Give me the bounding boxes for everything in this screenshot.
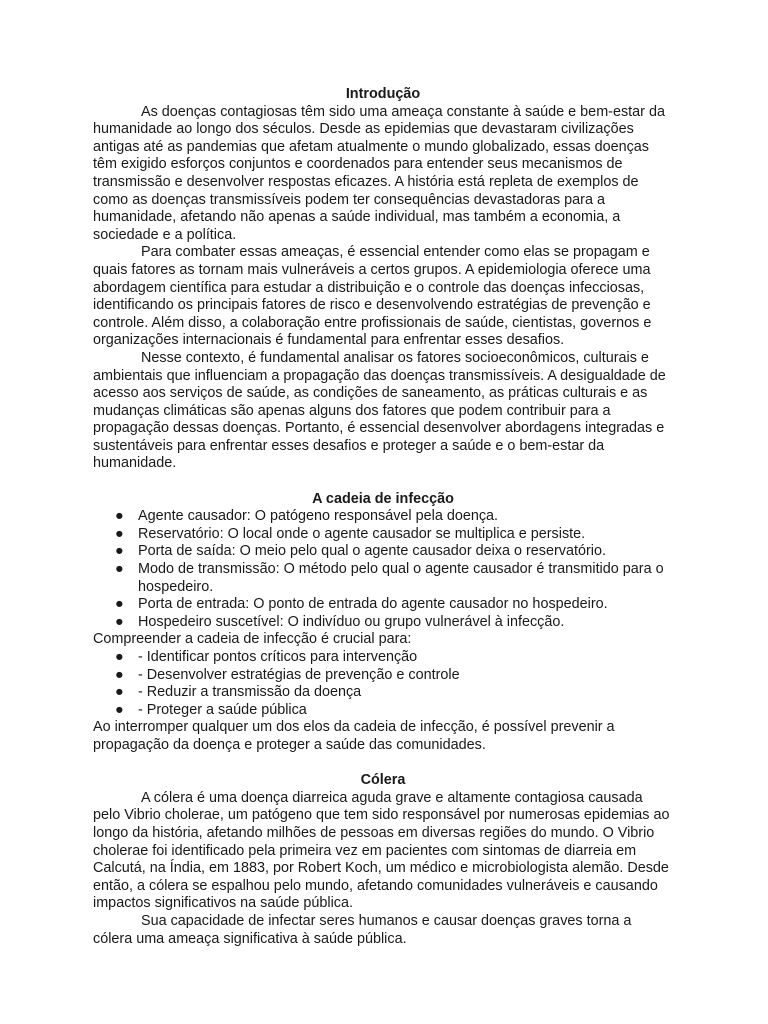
list-item-text: - Desenvolver estratégias de prevenção e controle <box>138 666 460 683</box>
list-item-text: Porta de saída: O meio pelo qual o agente causador deixa o reservatório. <box>138 543 606 560</box>
list-item <box>93 596 673 614</box>
colera-paragraph-2: Sua capacidade de infectar seres humanos e causar doenças graves torna a cólera uma ameaça significativa à saúde pública. <box>93 912 632 947</box>
bullet-icon: ● <box>115 684 124 701</box>
list-item-text: Modo de transmissão: O método pelo qual o agente causador é transmitido para o hospedeiro. <box>138 561 664 595</box>
list-item <box>93 702 673 720</box>
chain-purposes-list <box>93 649 673 719</box>
chain-lead-text: Compreender a cadeia de infecção é crucial para: <box>93 631 412 648</box>
colera-heading: Cólera <box>360 772 406 789</box>
bullet-icon: ● <box>115 701 124 718</box>
chain-elements-list <box>93 508 673 631</box>
bullet-icon: ● <box>115 613 124 630</box>
section-spacer <box>93 473 673 491</box>
list-item <box>93 526 673 544</box>
intro-paragraph-2: Para combater essas ameaças, é essencial entender como elas se propagam e quais fatores as tornam mais vulneráveis a certos grupos. A epidemiologia oferece uma abordagem científica para estudar a distribuição e o controle das doenças infecciosas, identificando os principais fatores de risco e desenvolvendo estratégias de prevenção e controle. Além disso, a colaboração entre profissionais de saúde, cientistas, governos e organizações internacionais é fundamental para enfrentar esses desafios. <box>93 244 652 349</box>
document-page <box>93 86 673 948</box>
list-item-text: - Identificar pontos críticos para intervenção <box>138 649 418 665</box>
bullet-icon: ● <box>115 649 124 665</box>
section-spacer <box>93 755 673 773</box>
bullet-icon: ● <box>115 561 124 578</box>
list-item-text: Hospedeiro suscetível: O indivíduo ou grupo vulnerável à infecção. <box>138 613 565 630</box>
chain-conclusion: Ao interromper qualquer um dos elos da cadeia de infecção, é possível prevenir a propagação da doença e proteger a saúde das comunidades. <box>93 719 615 753</box>
list-item <box>93 649 673 667</box>
list-item-text: Porta de entrada: O ponto de entrada do agente causador no hospedeiro. <box>138 596 608 613</box>
bullet-icon: ● <box>115 543 124 560</box>
list-item-text: Agente causador: O patógeno responsável pela doença. <box>138 508 499 525</box>
intro-paragraph-1: As doenças contagiosas têm sido uma ameaça constante à saúde e bem-estar da humanidade ao longo dos séculos. Desde as epidemias que devastaram civilizações antigas até as pandemias que afetam atualmente o mundo globalizado, essas doenças têm exigido esforços conjuntos e coordenados para entender seus mecanismos de transmissão e desenvolver respostas eficazes. A história está repleta de exemplos de como as doenças transmissíveis podem ter consequências devastadoras para a humanidade, afetando não apenas a saúde individual, mas também a economia, a sociedade e a política. <box>93 103 665 243</box>
list-item <box>93 543 673 561</box>
list-item <box>93 684 673 702</box>
chain-heading: A cadeia de infecção <box>312 490 454 507</box>
intro-heading: Introdução <box>345 86 421 102</box>
list-item <box>93 667 673 685</box>
list-item <box>93 561 673 596</box>
bullet-icon: ● <box>115 508 124 525</box>
list-item <box>93 614 673 632</box>
intro-paragraph-3: Nesse contexto, é fundamental analisar os fatores socioeconômicos, culturais e ambientais que influenciam a propagação das doenças transmissíveis. A desigualdade de acesso aos serviços de saúde, as condições de saneamento, as práticas culturais e as mudanças climáticas são apenas alguns dos fatores que podem contribuir para a propagação dessas doenças. Portanto, é essencial desenvolver abordagens integradas e sustentáveis para enfrentar esses desafios e proteger a saúde e o bem-estar da humanidade. <box>93 349 666 472</box>
list-item-text: Reservatório: O local onde o agente causador se multiplica e persiste. <box>138 525 586 542</box>
bullet-icon: ● <box>115 596 124 613</box>
list-item <box>93 508 673 526</box>
list-item-text: - Reduzir a transmissão da doença <box>138 684 362 701</box>
colera-paragraph-1: A cólera é uma doença diarreica aguda grave e altamente contagiosa causada pelo Vibrio cholerae, um patógeno que tem sido responsável por numerosas epidemias ao longo da história, afetando milhões de pessoas em diversas regiões do mundo. O Vibrio cholerae foi identificado pela primeira vez em pacientes com sintomas de diarreia em Calcutá, na Índia, em 1883, por Robert Koch, um médico e microbiologista alemão. Desde então, a cólera se espalhou pelo mundo, afetando comunidades vulneráveis e causando impactos significativos na saúde pública. <box>93 789 670 912</box>
bullet-icon: ● <box>115 666 124 683</box>
bullet-icon: ● <box>115 525 124 542</box>
list-item-text: - Proteger a saúde pública <box>138 701 307 718</box>
